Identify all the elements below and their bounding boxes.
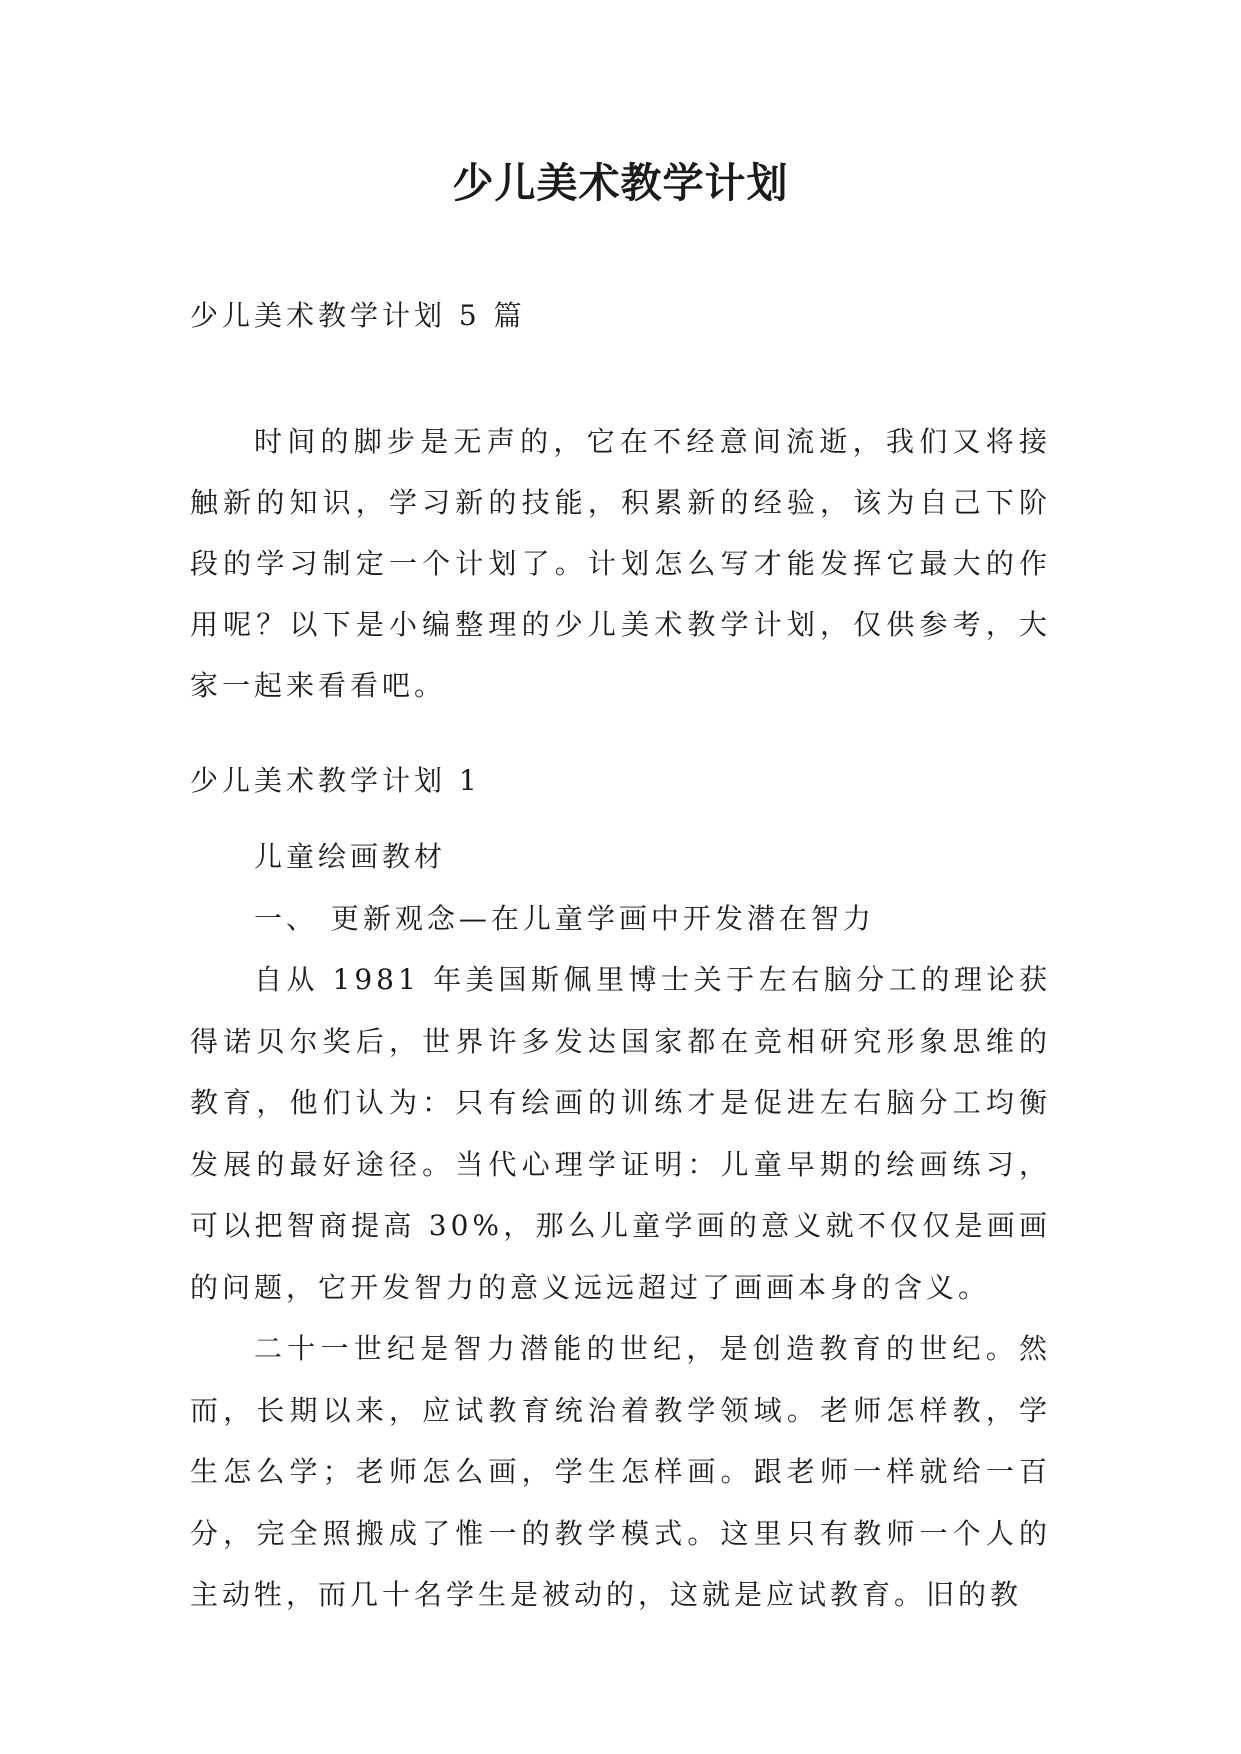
document-title: 少儿美术教学计划 — [452, 159, 789, 207]
material-label: 儿童绘画教材 — [254, 840, 447, 873]
document-subtitle: 少儿美术教学计划 5 篇 — [190, 299, 526, 332]
body-paragraph-1: 自从 1981 年美国斯佩里博士关于左右脑分工的理论获得诺贝尔奖后，世界许多发达国家都在竞相研究形象思维的教育，他们认为：只有绘画的训练才是促进左右脑分工均衡发展的最好途径。当代心理学证明：儿童早期的绘画练习，可以把智商提高 30%，那么儿童学画的意义就不仅仅是画画的问题，它开发智力的意义远远超过了画画本身的含义。 — [190, 963, 1051, 1304]
intro-section — [190, 411, 1051, 716]
body-paragraph-2: 二十一世纪是智力潜能的世纪，是创造教育的世纪。然而，长期以来，应试教育统治着教学领域。老师怎样教，学生怎么学；老师怎么画，学生怎样画。跟老师一样就给一百分，完全照搬成了惟一的教学模式。这里只有教师一个人的主动牲，而几十名学生是被动的，这就是应试教育。旧的教 — [190, 1332, 1051, 1611]
intro-paragraph: 时间的脚步是无声的，它在不经意间流逝，我们又将接触新的知识，学习新的技能，积累新的经验，该为自己下阶段的学习制定一个计划了。计划怎么写才能发挥它最大的作用呢？以下是小编整理的少儿美术教学计划，仅供参考，大家一起来看看吧。 — [190, 425, 1051, 702]
section-body — [190, 826, 1051, 1626]
section-heading: 少儿美术教学计划 1 — [190, 764, 481, 797]
point-heading: 一、 更新观念—在儿童学画中开发潜在智力 — [254, 901, 875, 935]
